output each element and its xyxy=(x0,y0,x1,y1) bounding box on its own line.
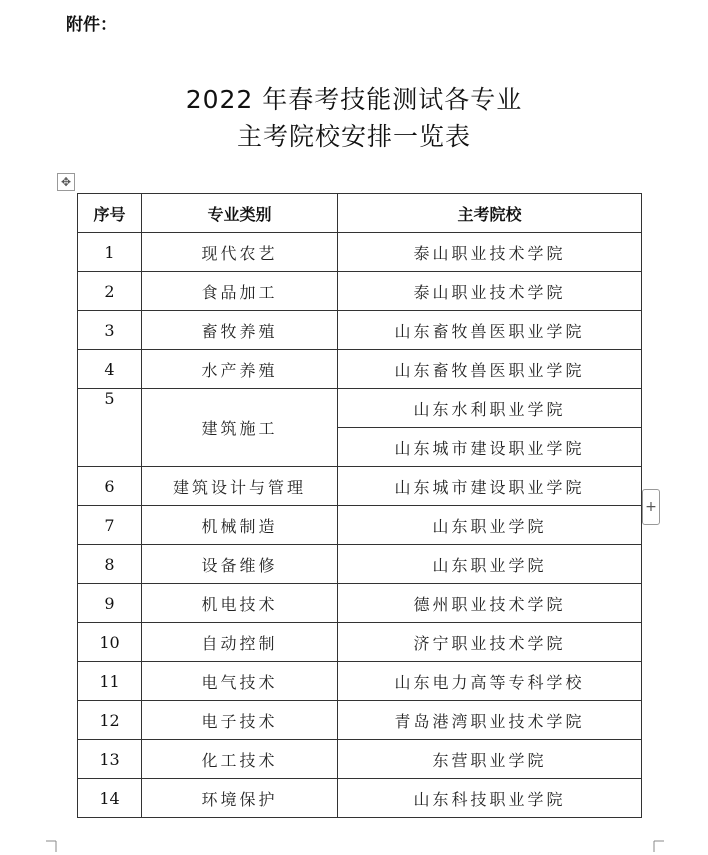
school-cell: 泰山职业技术学院 xyxy=(338,233,642,272)
major-cell: 电气技术 xyxy=(142,662,338,701)
seq-cell: 4 xyxy=(78,350,142,389)
page-corner-mark-left xyxy=(46,840,58,852)
table-row xyxy=(78,779,642,818)
major-cell: 设备维修 xyxy=(142,545,338,584)
major-cell: 畜牧养殖 xyxy=(142,311,338,350)
table-row xyxy=(78,233,642,272)
table-row xyxy=(78,662,642,701)
document-title-line2: 主考院校安排一览表 xyxy=(236,122,471,151)
major-cell: 电子技术 xyxy=(142,701,338,740)
school-cell: 山东畜牧兽医职业学院 xyxy=(338,350,642,389)
school-cell: 山东畜牧兽医职业学院 xyxy=(338,311,642,350)
major-cell: 水产养殖 xyxy=(142,350,338,389)
major-cell: 建筑设计与管理 xyxy=(142,467,338,506)
table-row xyxy=(78,389,642,428)
table-row xyxy=(78,467,642,506)
school-cell: 山东科技职业学院 xyxy=(338,779,642,818)
seq-cell: 9 xyxy=(78,584,142,623)
header-school: 主考院校 xyxy=(338,194,642,233)
table-row xyxy=(78,584,642,623)
table-move-handle-icon[interactable]: ✥ xyxy=(57,173,75,191)
seq-cell: 3 xyxy=(78,311,142,350)
major-cell: 机电技术 xyxy=(142,584,338,623)
major-cell: 食品加工 xyxy=(142,272,338,311)
table-row xyxy=(78,740,642,779)
seq-cell: 13 xyxy=(78,740,142,779)
page-corner-mark-right xyxy=(652,840,664,852)
seq-cell: 14 xyxy=(78,779,142,818)
table-row xyxy=(78,623,642,662)
school-cell: 青岛港湾职业技术学院 xyxy=(338,701,642,740)
seq-cell: 1 xyxy=(78,233,142,272)
header-major: 专业类别 xyxy=(142,194,338,233)
seq-cell: 5 xyxy=(78,389,142,467)
major-cell: 自动控制 xyxy=(142,623,338,662)
school-cell: 山东城市建设职业学院 xyxy=(338,467,642,506)
seq-cell: 12 xyxy=(78,701,142,740)
header-seq: 序号 xyxy=(78,194,142,233)
school-cell: 东营职业学院 xyxy=(338,740,642,779)
table-row xyxy=(78,350,642,389)
seq-cell: 6 xyxy=(78,467,142,506)
seq-cell: 7 xyxy=(78,506,142,545)
table-row xyxy=(78,506,642,545)
major-cell: 建筑施工 xyxy=(142,389,338,467)
major-cell: 化工技术 xyxy=(142,740,338,779)
table-row xyxy=(78,545,642,584)
table-row xyxy=(78,701,642,740)
major-cell: 机械制造 xyxy=(142,506,338,545)
seq-cell: 8 xyxy=(78,545,142,584)
major-cell: 环境保护 xyxy=(142,779,338,818)
school-cell: 山东水利职业学院 xyxy=(338,389,642,428)
school-cell: 泰山职业技术学院 xyxy=(338,272,642,311)
table-header-row xyxy=(78,194,642,233)
school-cell: 山东职业学院 xyxy=(338,545,642,584)
attachment-label: 附件： xyxy=(66,15,117,35)
school-cell: 山东电力高等专科学校 xyxy=(338,662,642,701)
schedule-table xyxy=(77,193,642,818)
seq-cell: 2 xyxy=(78,272,142,311)
add-column-icon[interactable]: + xyxy=(642,489,660,525)
seq-cell: 10 xyxy=(78,623,142,662)
school-cell: 山东职业学院 xyxy=(338,506,642,545)
major-cell: 现代农艺 xyxy=(142,233,338,272)
school-cell: 济宁职业技术学院 xyxy=(338,623,642,662)
document-title-line1: 2022 年春考技能测试各专业 xyxy=(185,85,523,114)
table-row xyxy=(78,272,642,311)
school-cell: 德州职业技术学院 xyxy=(338,584,642,623)
school-cell: 山东城市建设职业学院 xyxy=(338,428,642,467)
table-row xyxy=(78,311,642,350)
seq-cell: 11 xyxy=(78,662,142,701)
